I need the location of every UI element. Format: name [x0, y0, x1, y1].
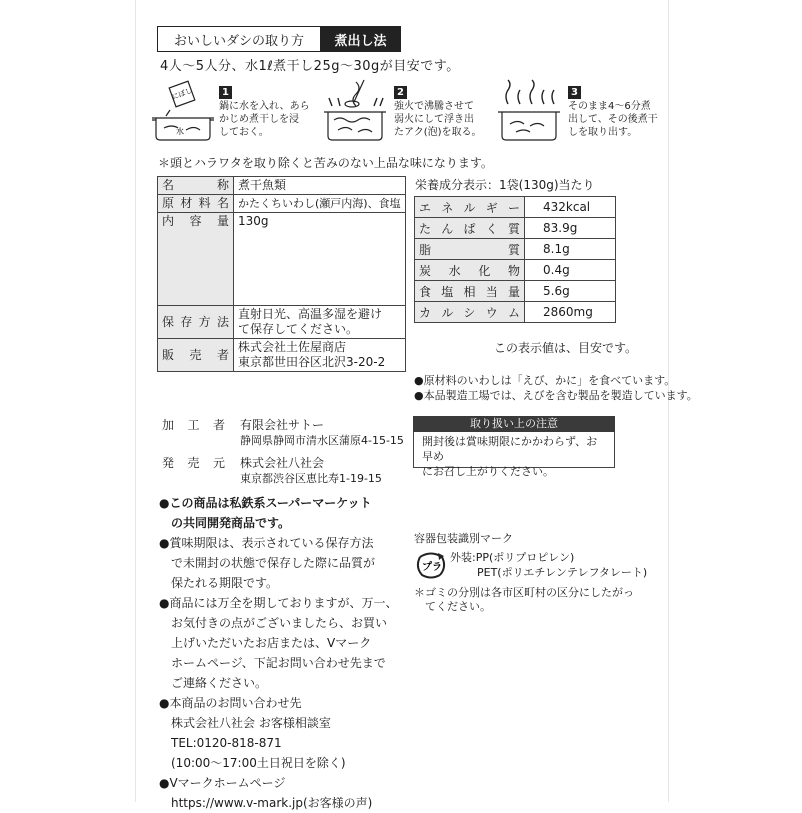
distributor-address: 東京都渋谷区恵比寿1-19-15 [240, 472, 382, 485]
packaging-title: 容器包装識別マーク [414, 532, 513, 545]
nutrition-table [414, 196, 616, 323]
list-item: TEL:0120-818-871 [159, 736, 282, 750]
table-row [158, 339, 406, 372]
packaging-line-1: 外装:PP(ポリプロピレン) [450, 551, 575, 564]
list-item: で未開封の状態で保存した際に品質が [159, 556, 376, 570]
packaging-line-2: PET(ポリエチレンテレフタレート) [477, 566, 648, 579]
product-info-table [157, 176, 406, 372]
nutrition-label: カルシウム [415, 302, 525, 323]
table-row [158, 195, 406, 213]
list-item: ●賞味期限は、表示されている保存方法 [159, 536, 374, 550]
nutrition-value: 8.1g [525, 239, 616, 260]
nutrition-label: 炭水化物 [415, 260, 525, 281]
water-text: 水 [176, 127, 184, 136]
list-item: 株式会社八社会 お客様相談室 [159, 716, 331, 730]
table-row [158, 306, 406, 339]
seller-label: 販 売 者 [158, 339, 234, 372]
nutrition-value: 0.4g [525, 260, 616, 281]
pot-soak-icon [150, 80, 216, 142]
storage-label: 保存方法 [158, 306, 234, 339]
list-item: https://www.v-mark.jp(お客様の声) [159, 796, 373, 810]
step-2-number: 2 [394, 86, 407, 99]
content-value: 130g [234, 213, 406, 306]
table-row [415, 260, 616, 281]
list-item: ホームページ、下記お問い合わせ先まで [159, 656, 386, 670]
list-item: の共同開発商品です。 [159, 516, 291, 530]
distributor-name: 株式会社八社会 [240, 456, 325, 470]
list-item: ●この商品は私鉄系スーパーマーケット [159, 496, 372, 510]
tip-text: ＊頭とハラワタを取り除くと苦みのない上品な味になります。 [158, 156, 493, 170]
nutrition-label: 脂 質 [415, 239, 525, 260]
notes-list [159, 493, 409, 813]
list-item: (10:00～17:00土日祝日を除く) [159, 756, 346, 770]
icon-label: にぼし [170, 86, 194, 102]
list-item: ご連絡ください。 [159, 676, 268, 690]
disposal-note: ＊ゴミの分別は各市区町村の区分にしたがっ てください。 [414, 586, 634, 613]
table-row [415, 302, 616, 323]
list-item: ●商品には万全を期しておりますが、万一、 [159, 596, 398, 610]
pot-boil-icon [322, 78, 388, 142]
list-item: 保たれる期限です。 [159, 576, 279, 590]
header-title: おいしいダシの取り方 [158, 27, 321, 51]
name-value: 煮干魚類 [234, 177, 406, 195]
table-row [415, 218, 616, 239]
nutrition-value: 432kcal [525, 197, 616, 218]
processor-address: 静岡県静岡市清水区蒲原4-15-15 [240, 434, 404, 447]
svg-text:プラ: プラ [422, 562, 442, 573]
step-3-number: 3 [568, 86, 581, 99]
list-item: お気付きの点がございましたら、お買い [159, 616, 388, 630]
step-3-text: そのまま4～6分煮 出して、その後煮干 しを取り出す。 [568, 101, 658, 138]
table-row [158, 177, 406, 195]
table-row [415, 281, 616, 302]
storage-value: 直射日光、高温多湿を避け て保存してください。 [234, 306, 406, 339]
recycle-mark-icon [414, 549, 448, 581]
name-label: 名 称 [158, 177, 234, 195]
step-2-text: 強火で沸騰させて 弱火にして浮き出 たアク(泡)を取る。 [394, 101, 482, 138]
step-1-text: 鍋に水を入れ、あら かじめ煮干しを浸 しておく。 [219, 101, 310, 138]
nutrition-title: 栄養成分表示：1袋(130g)当たり [415, 178, 595, 192]
method-header [157, 26, 401, 52]
table-row [415, 197, 616, 218]
list-item: ●本商品のお問い合わせ先 [159, 696, 302, 710]
list-item: 上げいただいたお店または、Vマーク [159, 636, 372, 650]
nutrition-label: たんぱく質 [415, 218, 525, 239]
list-item: ●Vマークホームページ [159, 776, 286, 790]
nutrition-value: 5.6g [525, 281, 616, 302]
handling-box [413, 416, 615, 478]
ingredients-value: かたくちいわし(瀬戸内海)、食塩 [234, 195, 406, 213]
seller-value: 株式会社土佐屋商店 東京都世田谷区北沢3-20-2 [234, 339, 406, 372]
nutrition-label: エネルギー [415, 197, 525, 218]
handling-body: 開封後は賞味期限にかかわらず、お早め にお召し上がりください。 [413, 432, 615, 468]
allergy-note: ●原材料のいわしは「えび、かに」を食べています。 ●本品製造工場では、えびを含む製品を製造しています。 [414, 374, 698, 402]
nutrition-value: 2860mg [525, 302, 616, 323]
ingredients-label: 原材料名 [158, 195, 234, 213]
handling-title: 取り扱い上の注意 [413, 416, 615, 432]
nutrition-note: この表示値は、目安です。 [494, 341, 638, 355]
distributor-label: 発 売 元 [162, 456, 225, 470]
nutrition-label: 食塩相当量 [415, 281, 525, 302]
table-row [158, 213, 406, 306]
lead-text: 4人～5人分、水1ℓ煮干し25g～30gが目安です。 [160, 59, 460, 74]
header-method-tab: 煮出し法 [321, 27, 400, 51]
nutrition-value: 83.9g [525, 218, 616, 239]
step-1-number: 1 [219, 86, 232, 99]
processor-name: 有限会社サトー [240, 418, 325, 432]
content-label: 内 容 量 [158, 213, 234, 306]
processor-label: 加 工 者 [162, 418, 225, 432]
table-row [415, 239, 616, 260]
pot-simmer-icon [496, 78, 562, 142]
